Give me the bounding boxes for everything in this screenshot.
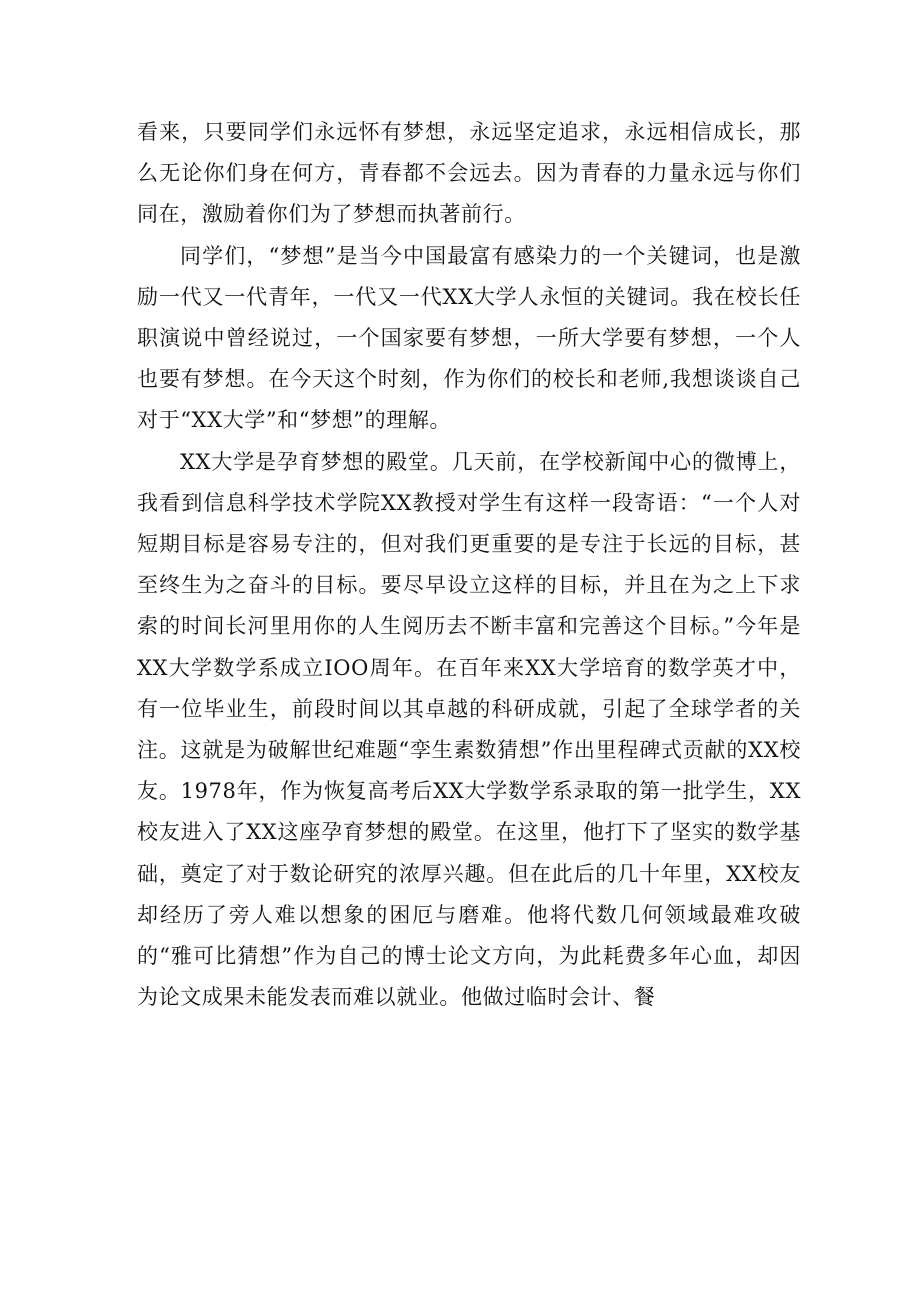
paragraph-1: 看来，只要同学们永远怀有梦想，永远坚定追求，永远相信成长，那么无论你们身在何方，青春都不会远去。因为青春的力量永远与你们同在，激励着你们为了梦想而执著前行。: [137, 120, 801, 227]
body-text: [137, 112, 801, 1018]
paragraph-3: XX大学是孕育梦想的殿堂。几天前，在学校新闻中心的微博上，我看到信息科学技术学院XX教授对学生有这样一段寄语：“一个人对短期目标是容易专注的，但对我们更重要的是专注于长远的目标，甚至终生为之奋斗的目标。要尽早设立这样的目标，并且在为之上下求索的时间长河里用你的人生阅历去不断丰富和完善这个目标。”今年是XX大学数学系成立IOO周年。在百年来XX大学培育的数学英才中，有一位毕业生，前段时间以其卓越的科研成就，引起了全球学者的关注。这就是为破解世纪难题“孪生素数猜想”作出里程碑式贡献的XX校友。1978年，作为恢复高考后XX大学数学系录取的第一批学生，XX校友进入了XX这座孕育梦想的殿堂。在这里，他打下了坚实的数学基础，奠定了对于数论研究的浓厚兴趣。但在此后的几十年里，XX校友却经历了旁人难以想象的困厄与磨难。他将代数几何领域最难攻破的“雅可比猜想”作为自己的博士论文方向，为此耗费多年心血，却因为论文成果未能发表而难以就业。他做过临时会计、餐: [137, 449, 801, 1010]
paragraph-2: 同学们，“梦想”是当今中国最富有感染力的一个关键词，也是激励一代又一代青年，一代又一代XX大学人永恒的关键词。我在校长任职演说中曾经说过，一个国家要有梦想，一所大学要有梦想，一个人也要有梦想。在今天这个时刻，作为你们的校长和老师,我想谈谈自己对于“XX大学”和“梦想”的理解。: [137, 243, 801, 433]
